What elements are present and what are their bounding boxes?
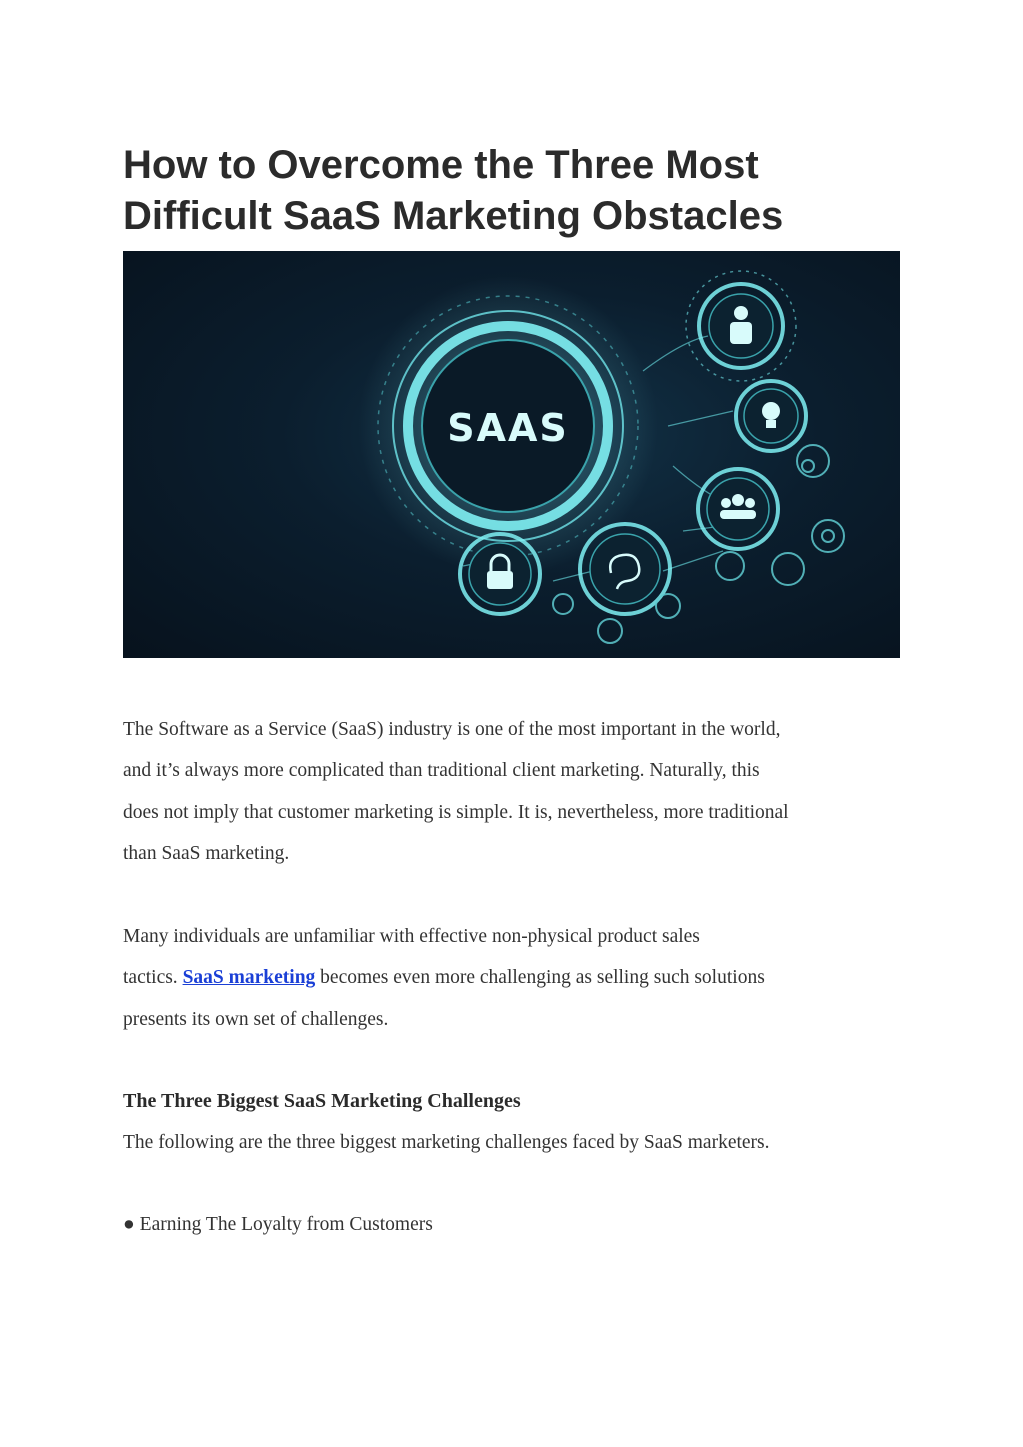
second-paragraph bbox=[123, 916, 903, 1040]
intro-line-2: and it’s always more complicated than traditional client marketing. Naturally, this bbox=[123, 760, 760, 782]
user-icon bbox=[686, 271, 796, 381]
settings-icon bbox=[797, 445, 829, 477]
title-line-1: How to Overcome the Three Most bbox=[123, 143, 759, 187]
cart-icon bbox=[553, 594, 573, 614]
second-line-1: Many individuals are unfamiliar with effective non-physical product sales bbox=[123, 926, 700, 947]
section-heading: The Three Biggest SaaS Marketing Challenges bbox=[123, 1090, 521, 1112]
intro-line-3: does not imply that customer marketing is simple. It is, nevertheless, more traditional bbox=[123, 801, 789, 823]
title-line-2: Difficult SaaS Marketing Obstacles bbox=[123, 194, 784, 238]
second-line-2-before: tactics. bbox=[123, 967, 183, 989]
intro-paragraph bbox=[123, 709, 903, 874]
mini-node-icon bbox=[656, 594, 680, 618]
intro-line-4: than SaaS marketing. bbox=[123, 842, 290, 864]
list-item: ● Earning The Loyalty from Customers bbox=[123, 1214, 433, 1235]
gear-icon bbox=[812, 520, 844, 552]
hero-image bbox=[123, 251, 900, 658]
saas-marketing-link[interactable]: SaaS marketing bbox=[182, 967, 316, 989]
second-line-3: presents its own set of challenges. bbox=[123, 1008, 389, 1030]
challenges-intro: The following are the three biggest marketing challenges faced by SaaS marketers. bbox=[123, 1132, 770, 1153]
lock-icon bbox=[460, 534, 540, 614]
lightbulb-icon bbox=[736, 381, 806, 451]
page-title bbox=[123, 140, 903, 242]
team-icon bbox=[698, 469, 778, 549]
gauge-icon bbox=[598, 619, 622, 643]
second-line-2-after: becomes even more challenging as selling such solutions bbox=[315, 967, 765, 989]
intro-line-1: The Software as a Service (SaaS) industry is one of the most important in the world, bbox=[123, 719, 781, 740]
chart-icon bbox=[772, 553, 804, 585]
saas-logo-text: SAAS bbox=[447, 406, 569, 450]
target-icon bbox=[716, 552, 744, 580]
saas-illustration bbox=[123, 251, 900, 658]
saas-ring-group bbox=[358, 276, 658, 576]
